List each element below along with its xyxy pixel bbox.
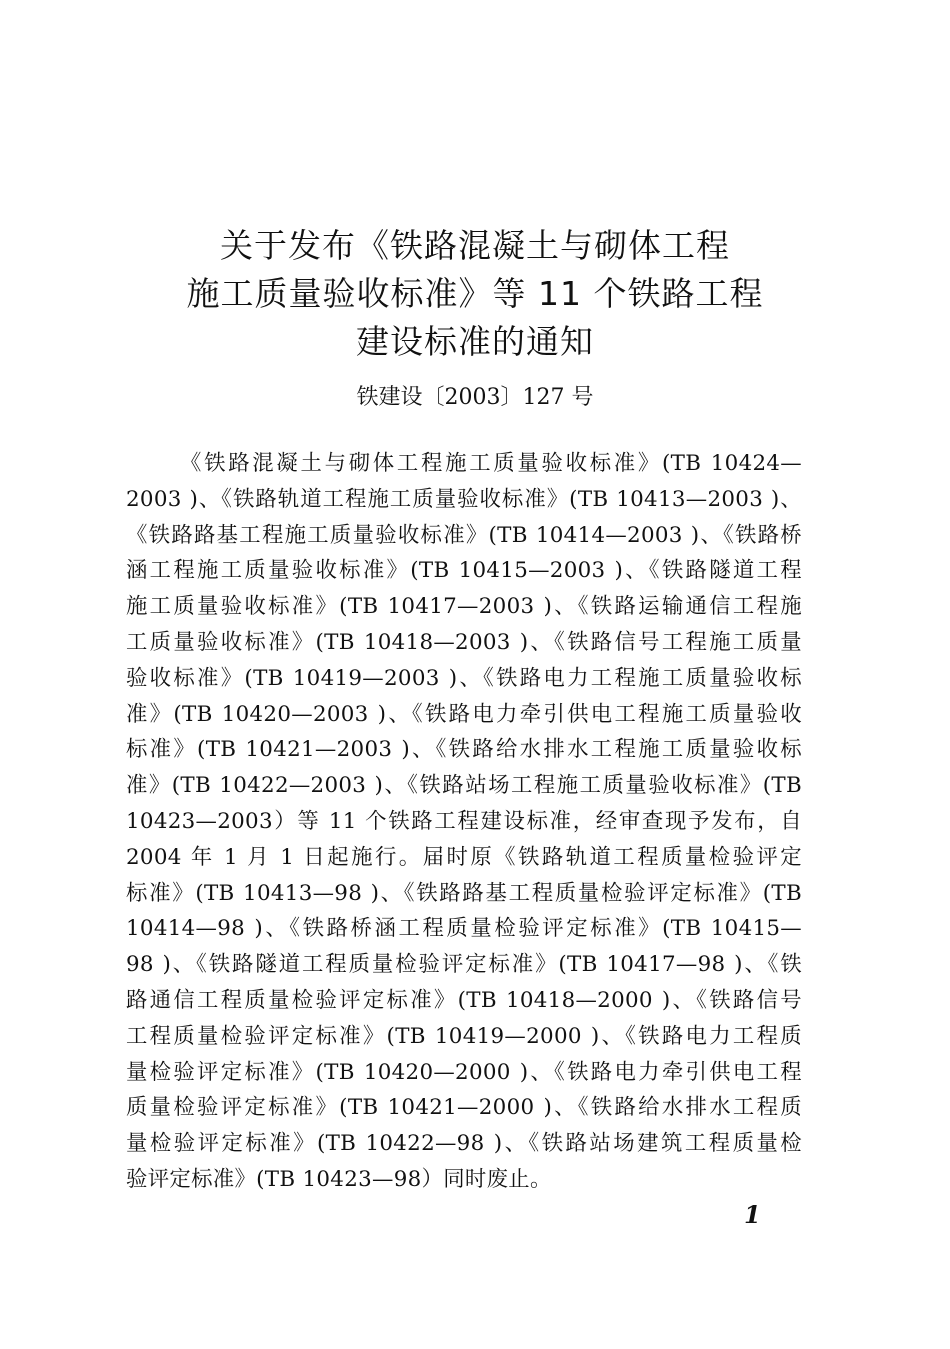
body-line: 验收标准》(TB 10419—2003 )、《铁路电力工程施工质量验收标 (126, 665, 802, 691)
body-line: 《铁路混凝土与砌体工程施工质量验收标准》(TB 10424— (180, 451, 802, 476)
body-paragraph (126, 446, 802, 1198)
body-line: 10423—2003）等 11 个铁路工程建设标准，经审查现予发布，自 (126, 808, 802, 834)
document-number: 铁建设〔2003〕127 号 (356, 385, 594, 410)
body-line: 2004 年 1 月 1 日起施行。届时原《铁路轨道工程质量检验评定 (126, 844, 802, 870)
body-line: 验评定标准》(TB 10423—98）同时废止。 (126, 1166, 552, 1192)
page-number: 1 (744, 1200, 761, 1229)
body-line: 标准》(TB 10421—2003 )、《铁路给水排水工程施工质量验收标 (126, 737, 802, 763)
body-line: 涵工程施工质量验收标准》(TB 10415—2003 )、《铁路隧道工程 (126, 558, 802, 584)
body-line: 标准》(TB 10413—98 )、《铁路路基工程质量检验评定标准》(TB (126, 880, 802, 906)
body-line: 98 )、《铁路隧道工程质量检验评定标准》(TB 10417—98 )、《铁 (126, 952, 802, 978)
body-line: 准》(TB 10422—2003 )、《铁路站场工程施工质量验收标准》(TB (126, 773, 802, 799)
body-line: 路通信工程质量检验评定标准》(TB 10418—2000 )、《铁路信号 (126, 987, 802, 1013)
body-line: 质量检验评定标准》(TB 10421—2000 )、《铁路给水排水工程质 (126, 1095, 802, 1121)
body-line: 准》(TB 10420—2003 )、《铁路电力牵引供电工程施工质量验收 (126, 701, 802, 727)
title-line: 建设标准的通知 (356, 322, 594, 361)
body-line: 《铁路路基工程施工质量验收标准》(TB 10414—2003 )、《铁路桥 (126, 522, 802, 548)
title-line: 关于发布《铁路混凝土与砌体工程 (220, 226, 730, 265)
body-line: 工程质量检验评定标准》(TB 10419—2000 )、《铁路电力工程质 (126, 1023, 802, 1049)
body-line: 施工质量验收标准》(TB 10417—2003 )、《铁路运输通信工程施 (126, 594, 802, 620)
body-line: 2003 )、《铁路轨道工程施工质量验收标准》(TB 10413—2003 )、 (126, 486, 802, 512)
body-line: 工质量验收标准》(TB 10418—2003 )、《铁路信号工程施工质量 (126, 629, 802, 655)
document-title (120, 222, 830, 366)
body-line: 10414—98 )、《铁路桥涵工程质量检验评定标准》(TB 10415— (126, 916, 802, 942)
title-line: 施工质量验收标准》等 11 个铁路工程 (186, 274, 764, 313)
body-line: 量检验评定标准》(TB 10422—98 )、《铁路站场建筑工程质量检 (126, 1131, 802, 1157)
body-line: 量检验评定标准》(TB 10420—2000 )、《铁路电力牵引供电工程 (126, 1059, 802, 1085)
